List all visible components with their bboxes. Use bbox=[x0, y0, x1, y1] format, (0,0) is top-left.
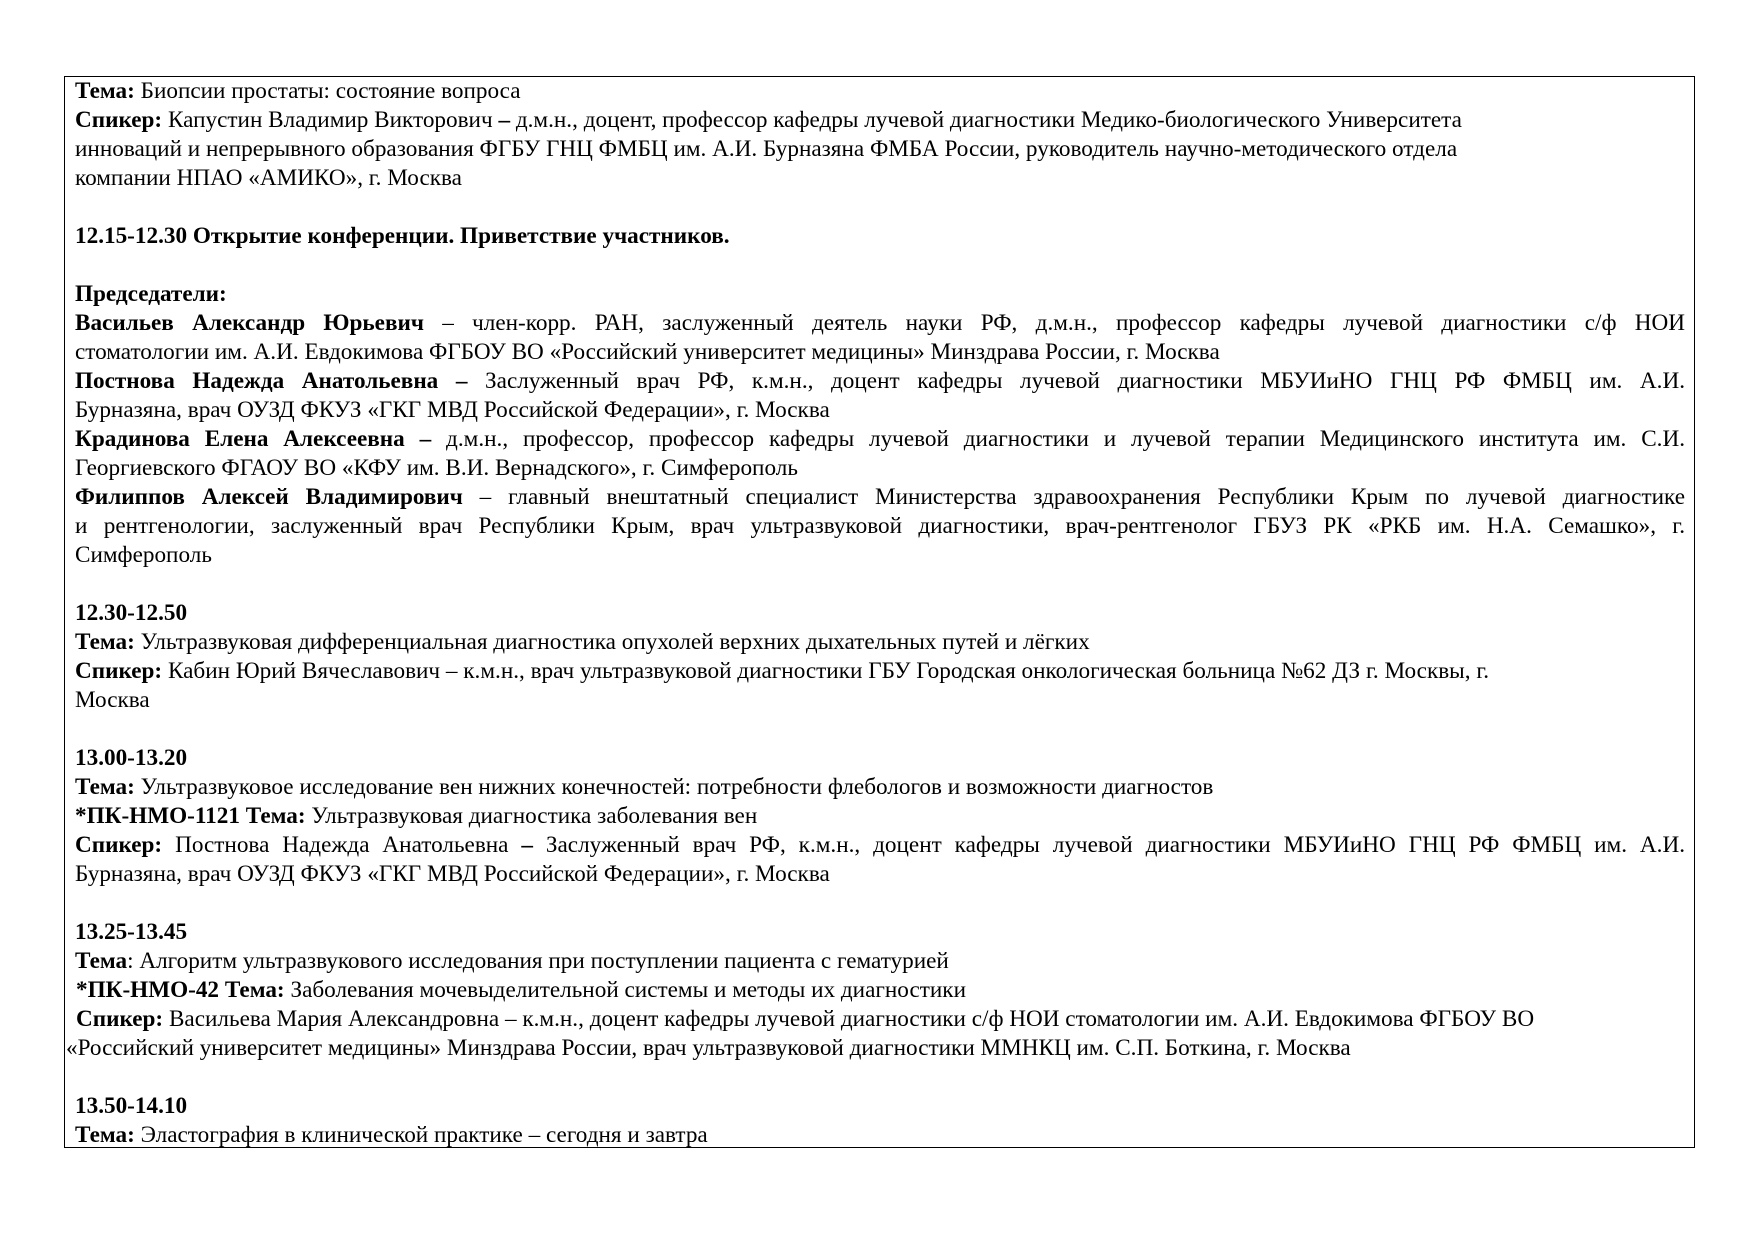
chair-2-line-2: Бурназяна, врач ОУЗД ФКУЗ «ГКГ МВД Российской Федерации», г. Москва bbox=[75, 397, 830, 423]
chair-3-text: д.м.н., профессор, профессор кафедры лучевой диагностики и лучевой терапии Медицинского института им. С.И. bbox=[431, 426, 1685, 452]
speaker-text: д.м.н., доцент, профессор кафедры лучевой диагностики Медико-биологического Университета bbox=[510, 107, 1462, 133]
chair-2-line-1 bbox=[75, 367, 1685, 396]
chair-2-text: Заслуженный врач РФ, к.м.н., доцент кафедры лучевой диагностики МБУИиНО ГНЦ РФ ФМБЦ им. А.И. bbox=[467, 368, 1685, 394]
chair-1-name: Васильев Александр Юрьевич bbox=[75, 310, 424, 336]
speaker-text: Васильева Мария Александровна – к.м.н., доцент кафедры лучевой диагностики с/ф НОИ стоматологии им. А.И. Евдокимова ФГБОУ ВО bbox=[163, 1006, 1535, 1032]
speaker-text: Заслуженный врач РФ, к.м.н., доцент кафедры лучевой диагностики МБУИиНО ГНЦ РФ ФМБЦ им. А.И. bbox=[532, 832, 1686, 858]
theme-label: Тема: bbox=[75, 78, 135, 104]
session-2-speaker-line bbox=[75, 831, 1685, 860]
session-3-speaker-line bbox=[75, 1005, 1685, 1034]
session-3-theme-line bbox=[75, 947, 1685, 976]
session-1-speaker-line-2: Москва bbox=[75, 687, 150, 713]
intro-theme-line bbox=[75, 77, 1685, 106]
pk-theme: Заболевания мочевыделительной системы и методы их диагностики bbox=[284, 977, 966, 1003]
chair-1-line-1 bbox=[75, 309, 1685, 338]
session-4-time: 13.50-14.10 bbox=[75, 1093, 188, 1119]
session-2-time: 13.00-13.20 bbox=[75, 745, 188, 771]
theme-label: Тема: bbox=[75, 1122, 135, 1148]
speaker-dash: – bbox=[492, 107, 511, 133]
pk-label: *ПК-НМО-42 Тема: bbox=[76, 977, 285, 1003]
chairs-heading: Председатели: bbox=[75, 281, 227, 307]
theme-text: Эластография в клинической практике – сегодня и завтра bbox=[134, 1122, 708, 1148]
chair-3-line-1 bbox=[75, 425, 1685, 454]
intro-speaker-line-2: инноваций и непрерывного образования ФГБУ ГНЦ ФМБЦ им. А.И. Бурназяна ФМБА России, руководитель научно-методического отдела bbox=[75, 136, 1458, 162]
chair-4-text: – главный внештатный специалист Министерства здравоохранения Республики Крым по лучевой диагностике bbox=[462, 484, 1685, 510]
theme-label: Тема: bbox=[75, 629, 135, 655]
session-2-theme-line bbox=[75, 773, 1685, 802]
speaker-label: Спикер: bbox=[75, 107, 163, 133]
session-2-speaker-line-2: Бурназяна, врач ОУЗД ФКУЗ «ГКГ МВД Российской Федерации», г. Москва bbox=[75, 861, 830, 887]
chair-1-line-2: стоматологии им. А.И. Евдокимова ФГБОУ ВО «Российский университет медицины» Минздрава России, г. Москва bbox=[75, 339, 1220, 365]
chair-4-line-3: Симферополь bbox=[75, 542, 212, 568]
session-3-time: 13.25-13.45 bbox=[75, 919, 188, 945]
session-3-speaker-line-2: «Российский университет медицины» Минздрава России, врач ультразвуковой диагностики ММНКЦ им. С.П. Боткина, г. Москва bbox=[66, 1035, 1351, 1061]
theme-text: : Алгоритм ультразвукового исследования при поступлении пациента с гематурией bbox=[127, 948, 949, 974]
chair-4-line-1 bbox=[75, 483, 1685, 512]
chair-4-line-2: и рентгенологии, заслуженный врач Республики Крым, врач ультразвуковой диагностики, врач-рентгенолог ГБУЗ РК «РКБ им. Н.А. Семашко», г. bbox=[75, 513, 1685, 539]
intro-speaker-line-3: компании НПАО «АМИКО», г. Москва bbox=[75, 165, 462, 191]
session-2-pk-line bbox=[75, 802, 1685, 831]
session-1-theme-line bbox=[75, 628, 1685, 657]
speaker-name: Капустин Владимир Викторович bbox=[162, 107, 493, 133]
chair-3-name: Крадинова Елена Алексеевна – bbox=[75, 426, 432, 452]
program-content bbox=[66, 77, 1686, 1150]
opening-title: 12.15-12.30 Открытие конференции. Приветствие участников. bbox=[75, 223, 730, 249]
theme-label: Тема: bbox=[75, 774, 135, 800]
speaker-label: Спикер: bbox=[76, 1006, 164, 1032]
speaker-dash: – bbox=[508, 832, 533, 858]
session-3-pk-line bbox=[75, 976, 1685, 1005]
speaker-name: Постнова Надежда Анатольевна bbox=[162, 832, 509, 858]
theme-label: Тема bbox=[75, 948, 128, 974]
pk-label: *ПК-НМО-1121 Тема: bbox=[75, 803, 306, 829]
speaker-label: Спикер: bbox=[75, 832, 163, 858]
chair-2-name: Постнова Надежда Анатольевна – bbox=[75, 368, 468, 394]
speaker-label: Спикер: bbox=[75, 658, 163, 684]
speaker-text: Кабин Юрий Вячеславович – к.м.н., врач ультразвуковой диагностики ГБУ Городская онкологическая больница №62 ДЗ г. Москвы, г. bbox=[162, 658, 1490, 684]
chair-3-line-2: Георгиевского ФГАОУ ВО «КФУ им. В.И. Вернадского», г. Симферополь bbox=[75, 455, 798, 481]
session-4-theme-line bbox=[75, 1121, 1685, 1150]
session-1-speaker-line bbox=[75, 657, 1685, 686]
chair-1-text: – член-корр. РАН, заслуженный деятель науки РФ, д.м.н., профессор кафедры лучевой диагностики с/ф НОИ bbox=[423, 310, 1686, 336]
theme-text: Биопсии простаты: состояние вопроса bbox=[134, 78, 521, 104]
intro-speaker-line bbox=[75, 106, 1685, 135]
theme-text: Ультразвуковая дифференциальная диагностика опухолей верхних дыхательных путей и лёгких bbox=[134, 629, 1090, 655]
pk-theme: Ультразвуковая диагностика заболевания вен bbox=[305, 803, 758, 829]
session-1-time: 12.30-12.50 bbox=[75, 600, 188, 626]
theme-text: Ультразвуковое исследование вен нижних конечностей: потребности флебологов и возможности диагностов bbox=[134, 774, 1214, 800]
chair-4-name: Филиппов Алексей Владимирович bbox=[75, 484, 463, 510]
